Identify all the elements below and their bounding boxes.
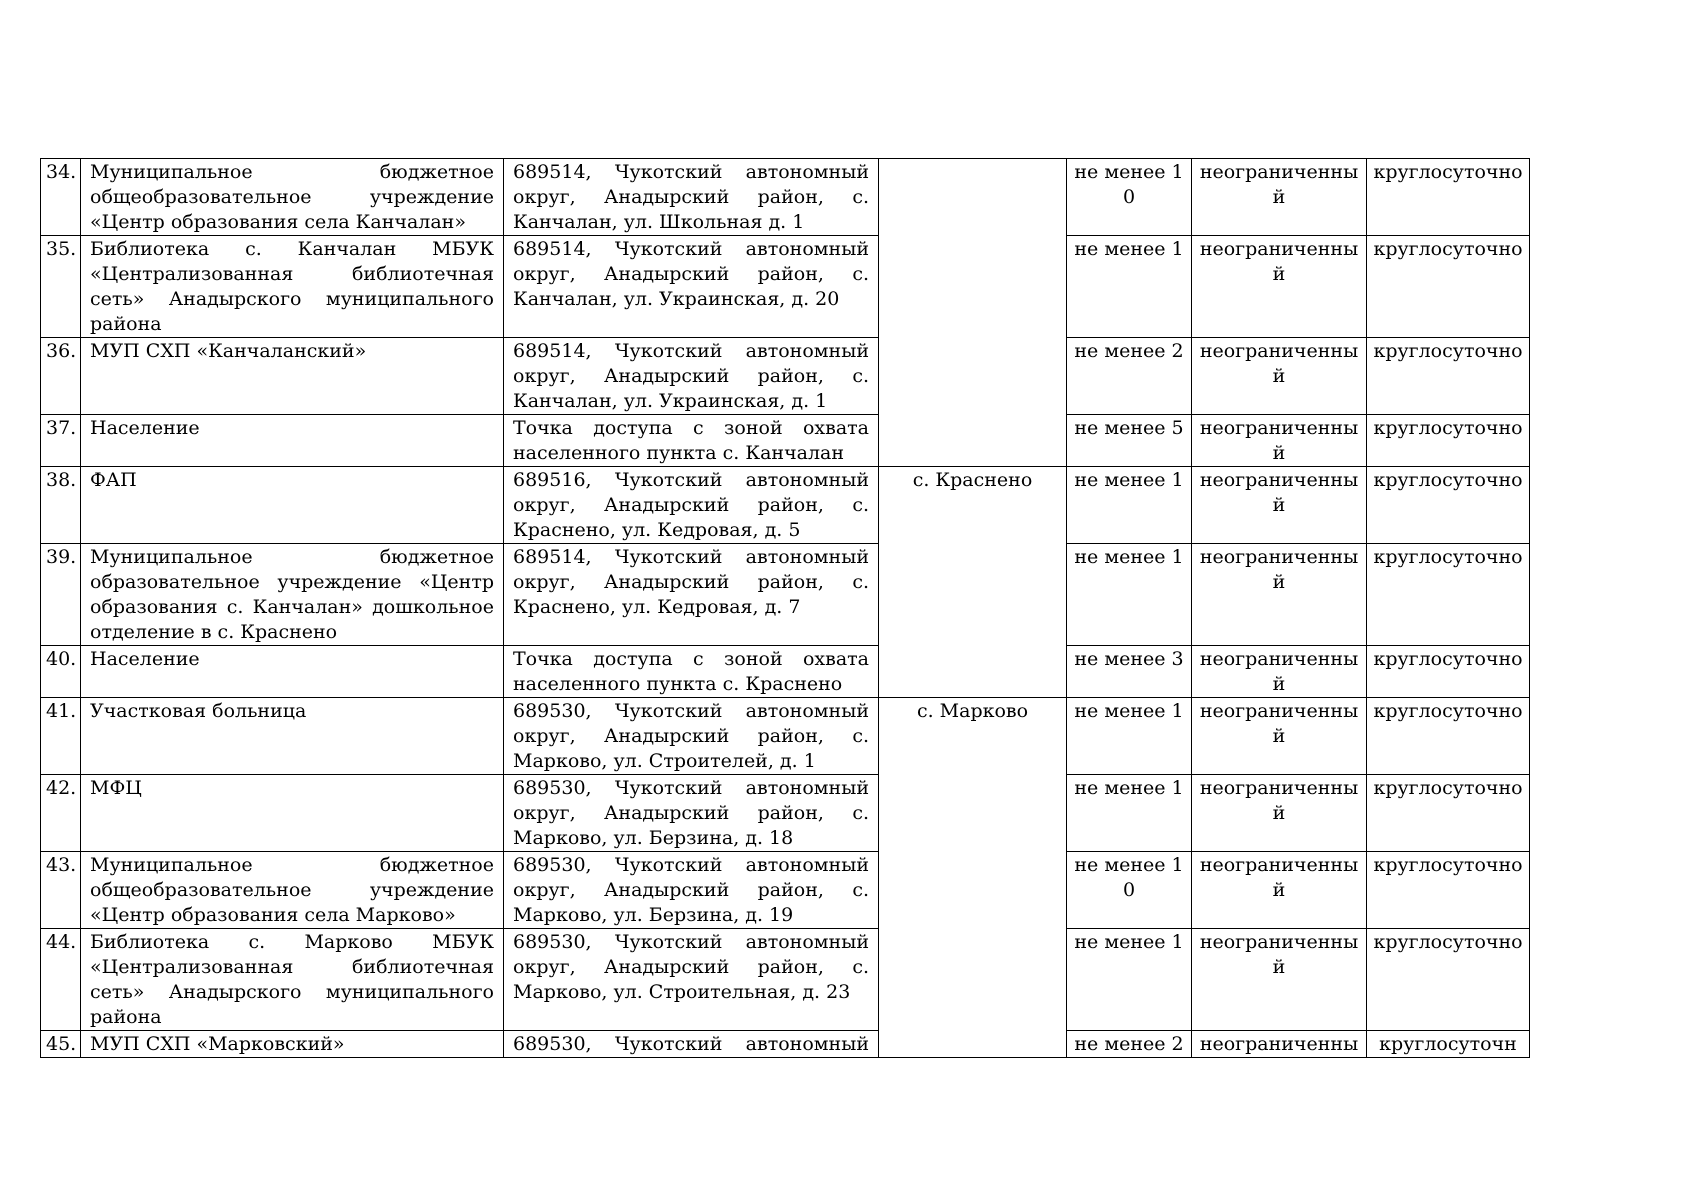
row-number: 41.	[41, 698, 81, 775]
organization-name: Население	[81, 415, 504, 467]
mode: круглосуточно	[1367, 338, 1530, 415]
organization-name: ФАП	[81, 467, 504, 544]
address: 689516, Чукотский автономный округ, Анадырский район, с. Краснено, ул. Кедровая, д. 5	[504, 467, 879, 544]
table-row	[41, 544, 1530, 646]
limit: неограниченный	[1192, 415, 1367, 467]
quantity: не менее 5	[1067, 415, 1192, 467]
row-number: 34.	[41, 159, 81, 236]
table-row	[41, 236, 1530, 338]
row-number: 35.	[41, 236, 81, 338]
address: 689514, Чукотский автономный округ, Анадырский район, с. Краснено, ул. Кедровая, д. 7	[504, 544, 879, 646]
settlements-table	[40, 158, 1530, 1058]
address: 689514, Чукотский автономный округ, Анадырский район, с. Канчалан, ул. Школьная д. 1	[504, 159, 879, 236]
organization-name: Библиотека с. Марково МБУК «Централизованная библиотечная сеть» Анадырского муниципального района	[81, 929, 504, 1031]
limit: неограниченный	[1192, 467, 1367, 544]
organization-name: МУП СХП «Канчаланский»	[81, 338, 504, 415]
quantity: не менее 1	[1067, 929, 1192, 1031]
address: 689530, Чукотский автономный округ, Анадырский район, с. Марково, ул. Строителей, д. 1	[504, 698, 879, 775]
limit: неограниченный	[1192, 929, 1367, 1031]
table-row	[41, 698, 1530, 775]
quantity: не менее 3	[1067, 646, 1192, 698]
table-row	[41, 159, 1530, 236]
quantity: не менее 1	[1067, 236, 1192, 338]
mode: круглосуточно	[1367, 415, 1530, 467]
settlement-markovo: с. Марково	[879, 698, 1067, 1058]
organization-name: Население	[81, 646, 504, 698]
table-row	[41, 415, 1530, 467]
address: 689530, Чукотский автономный округ, Анадырский район, с. Марково, ул. Берзина, д. 19	[504, 852, 879, 929]
address: 689530, Чукотский автономный	[504, 1031, 879, 1058]
organization-name: Муниципальное бюджетное общеобразовательное учреждение «Центр образования села Канчалан»	[81, 159, 504, 236]
limit: неограниченный	[1192, 775, 1367, 852]
organization-name: Участковая больница	[81, 698, 504, 775]
table-row	[41, 775, 1530, 852]
row-number: 39.	[41, 544, 81, 646]
table-row	[41, 338, 1530, 415]
organization-name: МФЦ	[81, 775, 504, 852]
row-number: 37.	[41, 415, 81, 467]
table-row	[41, 646, 1530, 698]
table-row	[41, 929, 1530, 1031]
organization-name: Муниципальное бюджетное общеобразовательное учреждение «Центр образования села Марково»	[81, 852, 504, 929]
quantity: не менее 1	[1067, 698, 1192, 775]
address: Точка доступа с зоной охвата населенного пункта с. Краснено	[504, 646, 879, 698]
settlement-cell-kanchalan	[879, 159, 1067, 467]
quantity: не менее 2	[1067, 338, 1192, 415]
table-row	[41, 467, 1530, 544]
limit: неограниченный	[1192, 544, 1367, 646]
mode: круглосуточно	[1367, 929, 1530, 1031]
address: 689530, Чукотский автономный округ, Анадырский район, с. Марково, ул. Берзина, д. 18	[504, 775, 879, 852]
mode: круглосуточн	[1367, 1031, 1530, 1058]
organization-name: Библиотека с. Канчалан МБУК «Централизованная библиотечная сеть» Анадырского муниципального района	[81, 236, 504, 338]
organization-name: МУП СХП «Марковский»	[81, 1031, 504, 1058]
mode: круглосуточно	[1367, 646, 1530, 698]
address: Точка доступа с зоной охвата населенного пункта с. Канчалан	[504, 415, 879, 467]
limit: неограниченный	[1192, 646, 1367, 698]
organization-name: Муниципальное бюджетное образовательное учреждение «Центр образования с. Канчалан» дошкольное отделение в с. Краснено	[81, 544, 504, 646]
quantity: не менее 2	[1067, 1031, 1192, 1058]
mode: круглосуточно	[1367, 698, 1530, 775]
row-number: 44.	[41, 929, 81, 1031]
mode: круглосуточно	[1367, 544, 1530, 646]
mode: круглосуточно	[1367, 852, 1530, 929]
limit: неограниченный	[1192, 159, 1367, 236]
limit: неограниченны	[1192, 1031, 1367, 1058]
row-number: 45.	[41, 1031, 81, 1058]
row-number: 38.	[41, 467, 81, 544]
quantity: не менее 1	[1067, 775, 1192, 852]
quantity: не менее 1	[1067, 467, 1192, 544]
quantity: не менее 10	[1067, 852, 1192, 929]
limit: неограниченный	[1192, 236, 1367, 338]
table-row	[41, 1031, 1530, 1058]
table-row	[41, 852, 1530, 929]
limit: неограниченный	[1192, 698, 1367, 775]
limit: неограниченный	[1192, 338, 1367, 415]
quantity: не менее 10	[1067, 159, 1192, 236]
address: 689514, Чукотский автономный округ, Анадырский район, с. Канчалан, ул. Украинская, д. 20	[504, 236, 879, 338]
row-number: 43.	[41, 852, 81, 929]
limit: неограниченный	[1192, 852, 1367, 929]
address: 689530, Чукотский автономный округ, Анадырский район, с. Марково, ул. Строительная, д. 23	[504, 929, 879, 1031]
quantity: не менее 1	[1067, 544, 1192, 646]
row-number: 40.	[41, 646, 81, 698]
settlement-krasneno: с. Краснено	[879, 467, 1067, 698]
mode: круглосуточно	[1367, 775, 1530, 852]
row-number: 42.	[41, 775, 81, 852]
mode: круглосуточно	[1367, 159, 1530, 236]
address: 689514, Чукотский автономный округ, Анадырский район, с. Канчалан, ул. Украинская, д. 1	[504, 338, 879, 415]
mode: круглосуточно	[1367, 236, 1530, 338]
mode: круглосуточно	[1367, 467, 1530, 544]
row-number: 36.	[41, 338, 81, 415]
